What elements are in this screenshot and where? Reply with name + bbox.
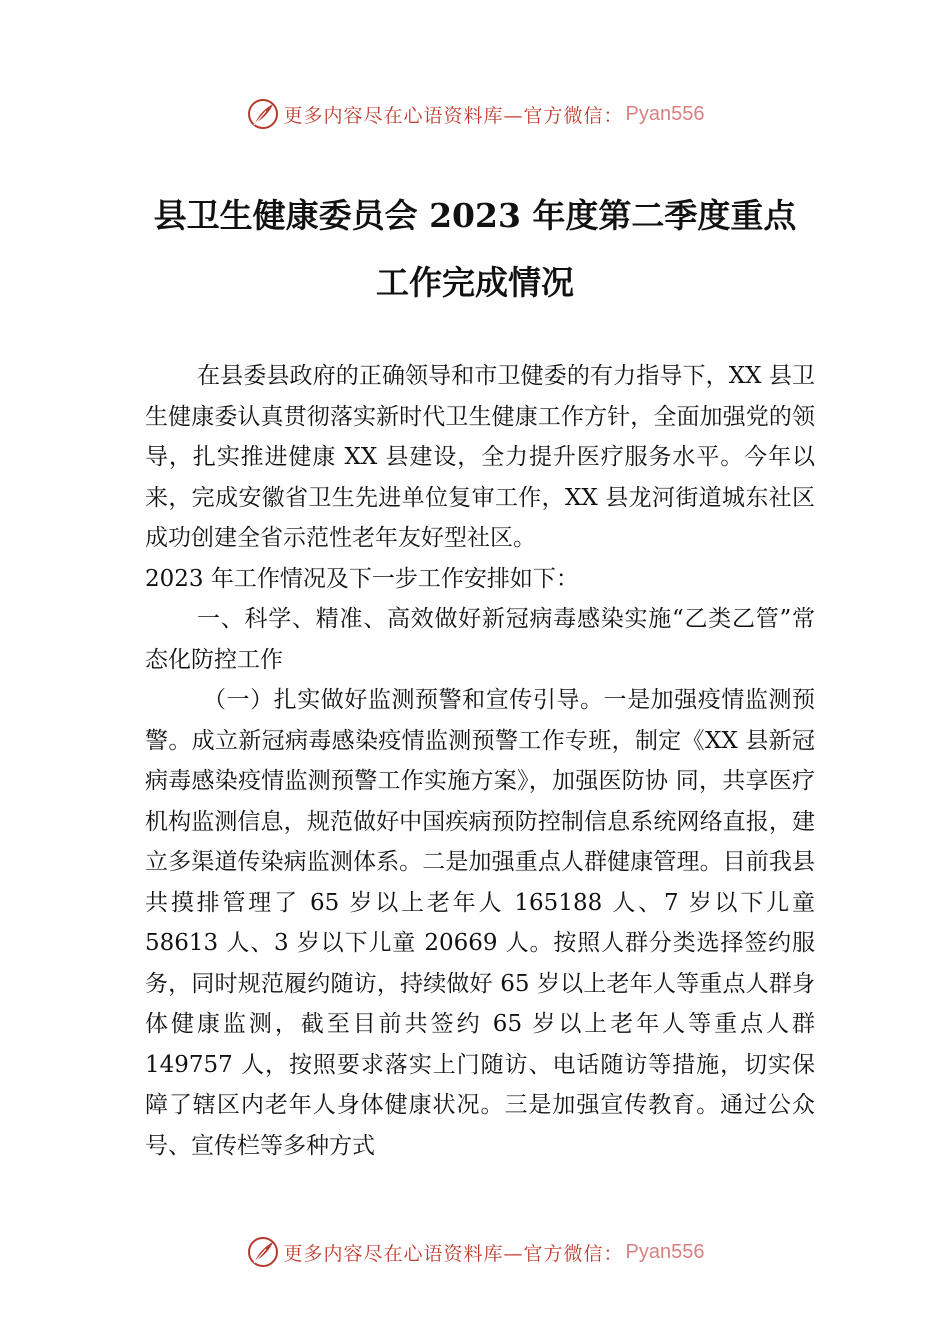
feather-logo-icon [246, 1235, 280, 1269]
paragraph-overview: 2023 年工作情况及下一步工作安排如下： [145, 565, 579, 592]
watermark-wechat-id: Pyan556 [625, 1240, 705, 1263]
section-heading-1: 一、科学、精准、高效做好新冠病毒感染实施“乙类乙管”常态化防控工作 [145, 606, 815, 673]
watermark-footer [0, 1232, 950, 1272]
watermark-wechat-id: Pyan556 [625, 102, 705, 125]
watermark-text: 更多内容尽在心语资料库—官方微信： [283, 104, 624, 127]
paragraph-intro: 在县委县政府的正确领导和市卫健委的有力指导下，XX 县卫生健康委认真贯彻落实新时代卫生健康工作方针，全面加强党的领导，扎实推进健康 XX 县建设，全力提升医疗服务水平。今年以来，完成安徽省卫生先进单位复审工作，XX 县龙河街道城东社区成功创建全省示范性老年友好型社区。 [145, 363, 815, 551]
watermark-header [0, 94, 950, 134]
watermark-text: 更多内容尽在心语资料库—官方微信： [283, 1242, 624, 1265]
feather-logo-icon [246, 97, 280, 131]
paragraph-subsection-1: （一）扎实做好监测预警和宣传引导。一是加强疫情监测预警。成立新冠病毒感染疫情监测预警工作专班，制定《XX 县新冠病毒感染疫情监测预警工作实施方案》，加强医防协 同，共享医疗机构监测信息，规范做好中国疾病预防控制信息系统网络直报，建立多渠道传染病监测体系。二是加强重点人群健康管理。目前我县共摸排管理了 65 岁以上老年人 165188 人、7 岁以下儿童 58613 人、3 岁以下儿童 20669 人。按照人群分类选择签约服务，同时规范履约随访，持续做好 65 岁以上老年人等重点人群身体健康监测，截至目前共签约 65 岁以上老年人等重点人群 149757 人，按照要求落实上门随访、电话随访等措施，切实保障了辖区内老年人身体健康状况。三是加强宣传教育。通过公众号、宣传栏等多种方式 [145, 687, 815, 1159]
document-title-line-1: 县卫生健康委员会 2023 年度第二季度重点 [153, 196, 797, 235]
document-title-line-2: 工作完成情况 [376, 263, 574, 302]
document-body [145, 356, 815, 1166]
